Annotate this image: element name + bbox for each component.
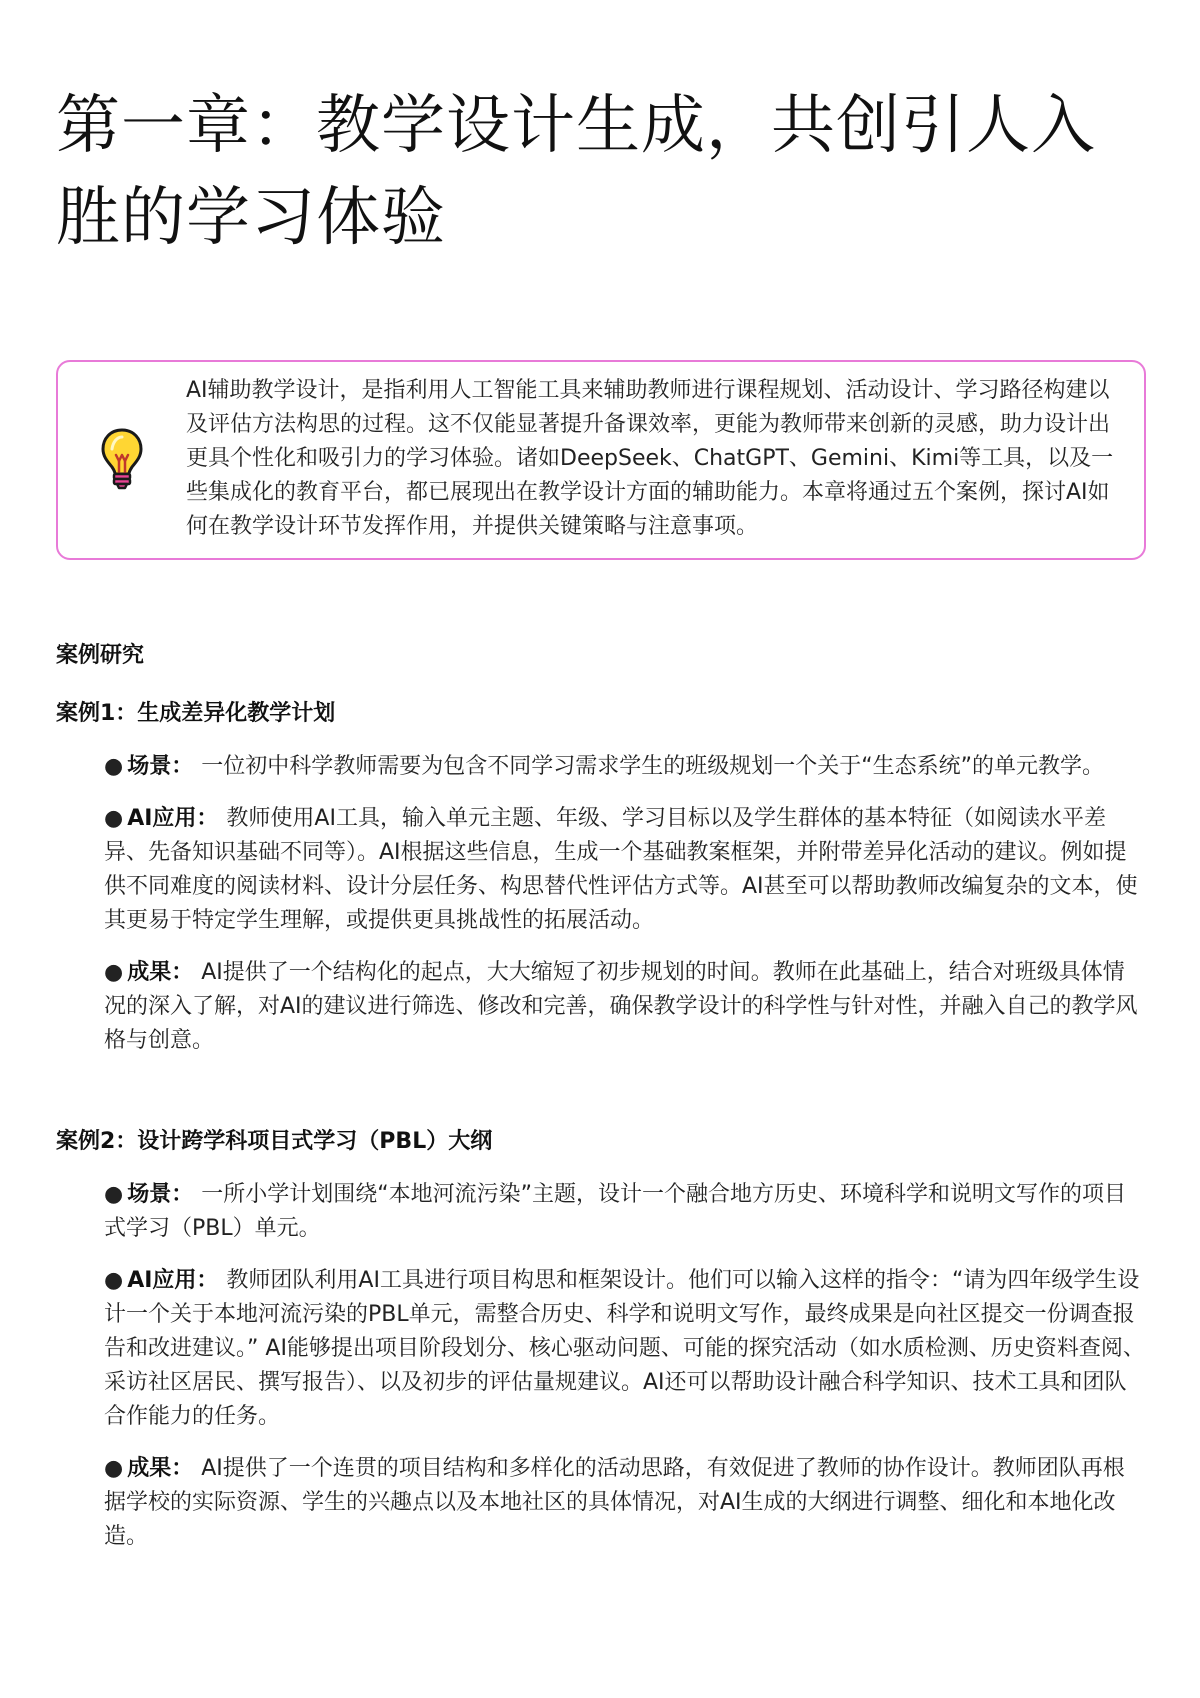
bullet-text: 一所小学计划围绕“本地河流污染”主题，设计一个融合地方历史、环境科学和说明文写作的项目式学习（PBL）单元。 bbox=[104, 1182, 1127, 1241]
case-2-ai-application bbox=[104, 1264, 1146, 1434]
bullet-text: AI提供了一个连贯的项目结构和多样化的活动思路，有效促进了教师的协作设计。教师团队再根据学校的实际资源、学生的兴趣点以及本地社区的具体情况，对AI生成的大纲进行调整、细化和本地化改造。 bbox=[104, 1456, 1125, 1549]
case-2-title: 案例2：设计跨学科项目式学习（PBL）大纲 bbox=[56, 1129, 493, 1154]
bullet-marker: ● bbox=[104, 960, 124, 985]
chapter-title: 第一章：教学设计生成，共创引人入胜的学习体验 bbox=[56, 89, 1096, 255]
bullet-text: 教师团队利用AI工具进行项目构思和框架设计。他们可以输入这样的指令：“请为四年级学生设计一个关于本地河流污染的PBL单元，需整合历史、科学和说明文写作，最终成果是向社区提交一份调查报告和改进建议。” AI能够提出项目阶段划分、核心驱动问题、可能的探究活动（如水质检测、历史资料查阅、采访社区居民、撰写报告）、以及初步的评估量规建议。AI还可以帮助设计融合科学知识、技术工具和团队合作能力的任务。 bbox=[104, 1268, 1145, 1429]
bullet-label: AI应用： bbox=[127, 806, 219, 831]
case-1-scenario bbox=[104, 750, 1146, 784]
bullet-text: AI提供了一个结构化的起点，大大缩短了初步规划的时间。教师在此基础上，结合对班级具体情况的深入了解，对AI的建议进行筛选、修改和完善，确保教学设计的科学性与针对性，并融入自己的教学风格与创意。 bbox=[104, 960, 1138, 1053]
case-1-outcome bbox=[104, 956, 1146, 1058]
bullet-marker: ● bbox=[104, 1268, 124, 1293]
bullet-marker: ● bbox=[104, 1456, 124, 1481]
bullet-label: 场景： bbox=[127, 1182, 194, 1207]
case-1-bullet-list bbox=[56, 750, 1146, 1058]
bullet-label: 成果： bbox=[127, 960, 194, 985]
intro-callout bbox=[56, 360, 1146, 560]
lightbulb-icon-graphic bbox=[99, 427, 145, 491]
callout-text: AI辅助教学设计，是指利用人工智能工具来辅助教师进行课程规划、活动设计、学习路径构建以及评估方法构思的过程。这不仅能显著提升备课效率，更能为教师带来创新的灵感，助力设计出更具个性化和吸引力的学习体验。诸如DeepSeek、ChatGPT、Gemini、Kimi等工具，以及一些集成化的教育平台，都已展现出在教学设计方面的辅助能力。本章将通过五个案例，探讨AI如何在教学设计环节发挥作用，并提供关键策略与注意事项。 bbox=[186, 378, 1114, 539]
bullet-marker: ● bbox=[104, 806, 124, 831]
bullet-marker: ● bbox=[104, 1182, 124, 1207]
bullet-label: 场景： bbox=[127, 754, 194, 779]
bullet-text: 教师使用AI工具，输入单元主题、年级、学习目标以及学生群体的基本特征（如阅读水平差异、先备知识基础不同等）。AI根据这些信息，生成一个基础教案框架，并附带差异化活动的建议。例如提供不同难度的阅读材料、设计分层任务、构思替代性评估方式等。AI甚至可以帮助教师改编复杂的文本，使其更易于特定学生理解，或提供更具挑战性的拓展活动。 bbox=[104, 806, 1138, 933]
lightbulb-icon bbox=[58, 427, 186, 491]
case-2-bullet-list bbox=[56, 1178, 1146, 1554]
case-2-outcome bbox=[104, 1452, 1146, 1554]
case-1-title: 案例1：生成差异化教学计划 bbox=[56, 701, 336, 726]
bullet-text: 一位初中科学教师需要为包含不同学习需求学生的班级规划一个关于“生态系统”的单元教学。 bbox=[201, 754, 1105, 779]
case-2-scenario bbox=[104, 1178, 1146, 1246]
bullet-label: AI应用： bbox=[127, 1268, 219, 1293]
case-1-ai-application bbox=[104, 802, 1146, 938]
bullet-marker: ● bbox=[104, 754, 124, 779]
section-heading-case-study: 案例研究 bbox=[56, 643, 145, 668]
bullet-label: 成果： bbox=[127, 1456, 194, 1481]
